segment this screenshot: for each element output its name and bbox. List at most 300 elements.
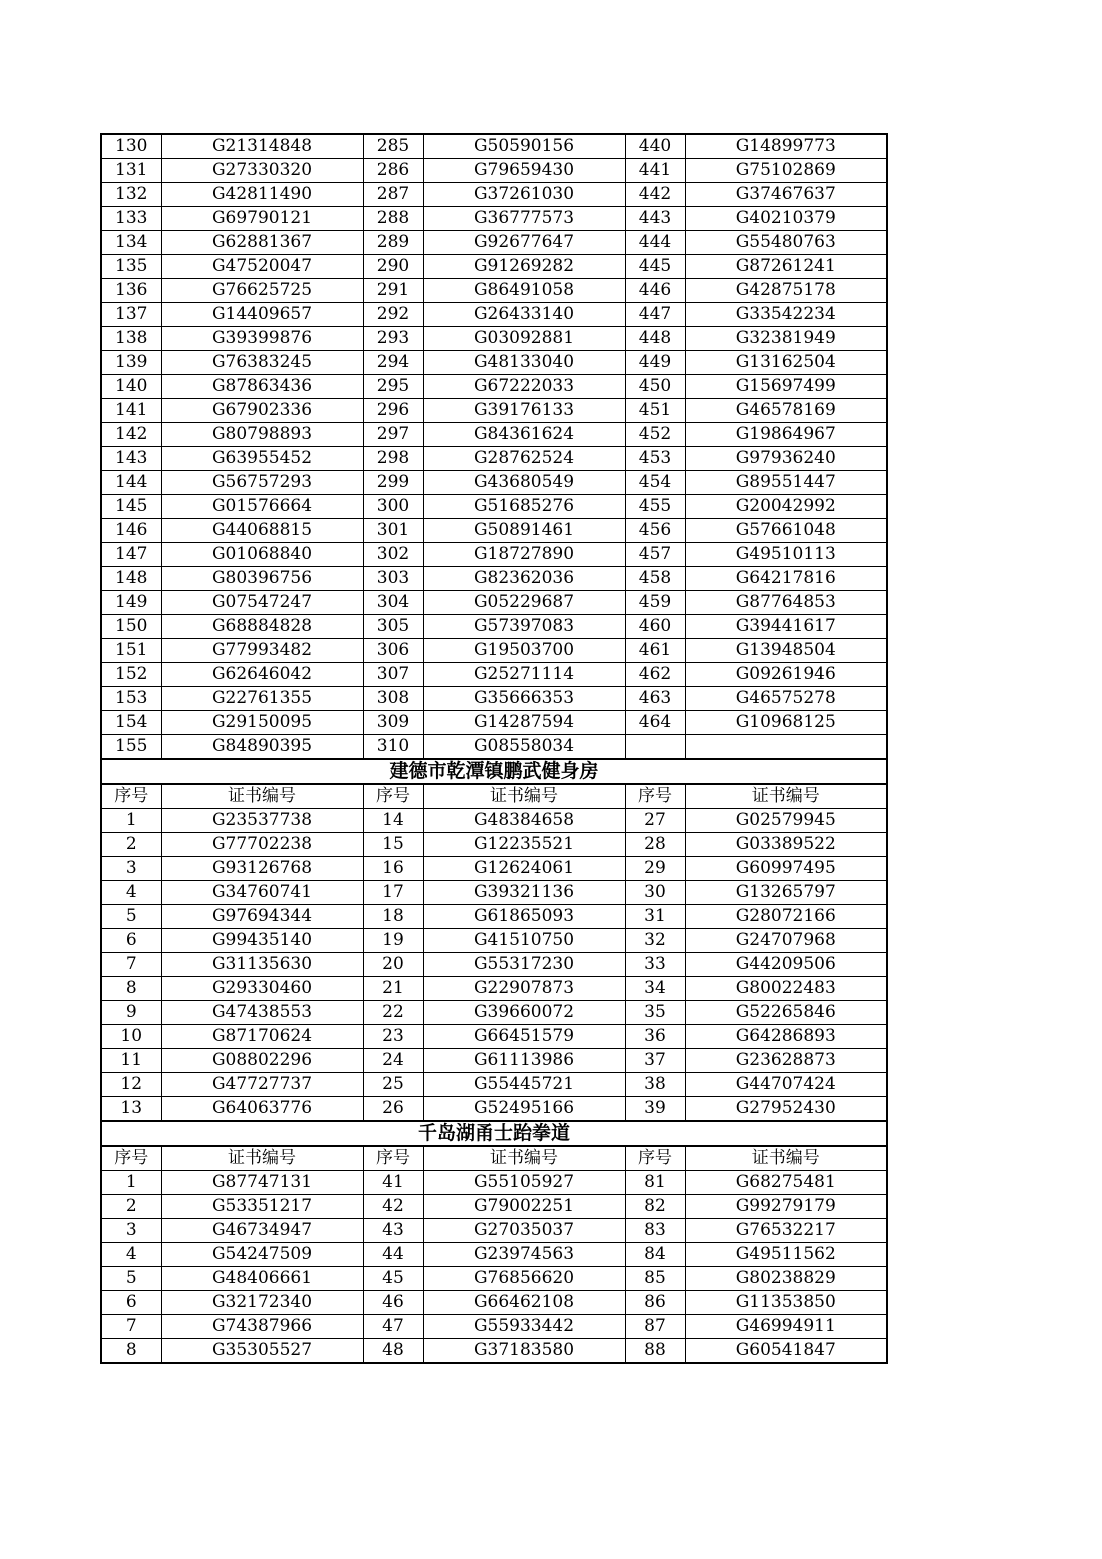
serial-number-cell: 143 [101, 447, 161, 471]
table-row [101, 495, 887, 519]
serial-number-cell: 132 [101, 183, 161, 207]
serial-number-cell: 461 [625, 639, 685, 663]
serial-number-cell: 295 [363, 375, 423, 399]
certificate-number-cell: G29330460 [161, 977, 363, 1001]
serial-number-cell: 445 [625, 255, 685, 279]
serial-number-cell: 144 [101, 471, 161, 495]
certificate-number-cell: G87863436 [161, 375, 363, 399]
serial-number-cell: 序号 [625, 784, 685, 809]
serial-number-cell: 43 [363, 1219, 423, 1243]
certificate-number-cell: G39399876 [161, 327, 363, 351]
certificate-number-cell: 证书编号 [685, 1146, 887, 1171]
table-row [101, 639, 887, 663]
section-title: 建德市乾潭镇鹏武健身房 [101, 759, 887, 784]
serial-number-cell: 83 [625, 1219, 685, 1243]
serial-number-cell: 7 [101, 953, 161, 977]
table-row [101, 327, 887, 351]
table-row [101, 255, 887, 279]
serial-number-cell: 149 [101, 591, 161, 615]
serial-number-cell: 305 [363, 615, 423, 639]
certificate-number-cell: G29150095 [161, 711, 363, 735]
serial-number-cell: 17 [363, 881, 423, 905]
certificate-table [100, 133, 888, 1364]
certificate-number-cell: G87170624 [161, 1025, 363, 1049]
certificate-number-cell: G67222033 [423, 375, 625, 399]
serial-number-cell: 287 [363, 183, 423, 207]
serial-number-cell: 289 [363, 231, 423, 255]
serial-number-cell: 87 [625, 1315, 685, 1339]
table-row [101, 1001, 887, 1025]
serial-number-cell: 19 [363, 929, 423, 953]
serial-number-cell: 10 [101, 1025, 161, 1049]
certificate-number-cell: G32381949 [685, 327, 887, 351]
serial-number-cell: 302 [363, 543, 423, 567]
certificate-number-cell: G80022483 [685, 977, 887, 1001]
certificate-number-cell: G55105927 [423, 1171, 625, 1195]
certificate-number-cell: G36777573 [423, 207, 625, 231]
table-row [101, 303, 887, 327]
certificate-number-cell: G03389522 [685, 833, 887, 857]
certificate-number-cell: G48406661 [161, 1267, 363, 1291]
serial-number-cell: 303 [363, 567, 423, 591]
table-row [101, 833, 887, 857]
certificate-number-cell: 证书编号 [685, 784, 887, 809]
certificate-number-cell: G77993482 [161, 639, 363, 663]
certificate-number-cell: G64286893 [685, 1025, 887, 1049]
certificate-number-cell: G84890395 [161, 735, 363, 760]
certificate-number-cell: G42811490 [161, 183, 363, 207]
serial-number-cell: 304 [363, 591, 423, 615]
serial-number-cell: 4 [101, 1243, 161, 1267]
serial-number-cell: 141 [101, 399, 161, 423]
serial-number-cell: 294 [363, 351, 423, 375]
certificate-number-cell: G55933442 [423, 1315, 625, 1339]
serial-number-cell: 442 [625, 183, 685, 207]
serial-number-cell: 16 [363, 857, 423, 881]
certificate-number-cell: G64217816 [685, 567, 887, 591]
certificate-number-cell: G35666353 [423, 687, 625, 711]
serial-number-cell: 453 [625, 447, 685, 471]
certificate-number-cell: G62881367 [161, 231, 363, 255]
section-title: 千岛湖甬士跆拳道 [101, 1121, 887, 1146]
section-title-row [101, 759, 887, 784]
serial-number-cell: 35 [625, 1001, 685, 1025]
table-row [101, 1243, 887, 1267]
table-row [101, 375, 887, 399]
serial-number-cell: 140 [101, 375, 161, 399]
certificate-number-cell: G19503700 [423, 639, 625, 663]
table-row [101, 711, 887, 735]
table-row [101, 1171, 887, 1195]
table-row [101, 929, 887, 953]
table-row [101, 1097, 887, 1122]
serial-number-cell: 447 [625, 303, 685, 327]
serial-number-cell: 292 [363, 303, 423, 327]
serial-number-cell: 462 [625, 663, 685, 687]
serial-number-cell: 5 [101, 905, 161, 929]
certificate-number-cell: G37467637 [685, 183, 887, 207]
certificate-number-cell: G01576664 [161, 495, 363, 519]
certificate-number-cell: G80396756 [161, 567, 363, 591]
serial-number-cell: 151 [101, 639, 161, 663]
certificate-number-cell: 证书编号 [423, 784, 625, 809]
serial-number-cell: 25 [363, 1073, 423, 1097]
table-row [101, 423, 887, 447]
certificate-number-cell: G63955452 [161, 447, 363, 471]
table-row [101, 953, 887, 977]
certificate-number-cell: G87261241 [685, 255, 887, 279]
certificate-number-cell: G37261030 [423, 183, 625, 207]
serial-number-cell: 序号 [625, 1146, 685, 1171]
serial-number-cell: 3 [101, 857, 161, 881]
certificate-number-cell: G28762524 [423, 447, 625, 471]
certificate-table-body [101, 134, 887, 1363]
certificate-number-cell: G40210379 [685, 207, 887, 231]
serial-number-cell: 309 [363, 711, 423, 735]
certificate-number-cell: G34760741 [161, 881, 363, 905]
serial-number-cell: 22 [363, 1001, 423, 1025]
certificate-number-cell: G24707968 [685, 929, 887, 953]
certificate-number-cell: G46578169 [685, 399, 887, 423]
table-row [101, 591, 887, 615]
serial-number-cell: 1 [101, 809, 161, 833]
certificate-number-cell: G64063776 [161, 1097, 363, 1122]
serial-number-cell: 285 [363, 134, 423, 159]
serial-number-cell: 444 [625, 231, 685, 255]
certificate-number-cell: G27330320 [161, 159, 363, 183]
serial-number-cell: 2 [101, 1195, 161, 1219]
certificate-number-cell: G32172340 [161, 1291, 363, 1315]
serial-number-cell: 299 [363, 471, 423, 495]
table-row [101, 615, 887, 639]
serial-number-cell: 14 [363, 809, 423, 833]
certificate-number-cell: G92677647 [423, 231, 625, 255]
serial-number-cell: 152 [101, 663, 161, 687]
table-row [101, 351, 887, 375]
certificate-number-cell: G42875178 [685, 279, 887, 303]
certificate-number-cell: G14287594 [423, 711, 625, 735]
serial-number-cell: 288 [363, 207, 423, 231]
serial-number-cell: 148 [101, 567, 161, 591]
certificate-number-cell: G35305527 [161, 1339, 363, 1364]
serial-number-cell: 46 [363, 1291, 423, 1315]
serial-number-cell: 26 [363, 1097, 423, 1122]
certificate-number-cell: G08558034 [423, 735, 625, 760]
certificate-number-cell: G54247509 [161, 1243, 363, 1267]
certificate-number-cell: G75102869 [685, 159, 887, 183]
certificate-number-cell: G97936240 [685, 447, 887, 471]
serial-number-cell: 155 [101, 735, 161, 760]
certificate-number-cell: G57397083 [423, 615, 625, 639]
certificate-number-cell: G15697499 [685, 375, 887, 399]
table-row [101, 687, 887, 711]
certificate-number-cell: G51685276 [423, 495, 625, 519]
table-row [101, 399, 887, 423]
serial-number-cell: 463 [625, 687, 685, 711]
certificate-number-cell: G99279179 [685, 1195, 887, 1219]
certificate-number-cell: G86491058 [423, 279, 625, 303]
certificate-number-cell: G80238829 [685, 1267, 887, 1291]
table-row [101, 1315, 887, 1339]
certificate-number-cell: G60541847 [685, 1339, 887, 1364]
certificate-number-cell: G20042992 [685, 495, 887, 519]
serial-number-cell: 460 [625, 615, 685, 639]
certificate-number-cell: G25271114 [423, 663, 625, 687]
certificate-number-cell: G77702238 [161, 833, 363, 857]
table-row [101, 471, 887, 495]
serial-number-cell: 446 [625, 279, 685, 303]
serial-number-cell: 147 [101, 543, 161, 567]
certificate-number-cell: G31135630 [161, 953, 363, 977]
serial-number-cell: 448 [625, 327, 685, 351]
certificate-number-cell: G39321136 [423, 881, 625, 905]
certificate-number-cell: G44707424 [685, 1073, 887, 1097]
table-row [101, 447, 887, 471]
table-row [101, 519, 887, 543]
serial-number-cell: 5 [101, 1267, 161, 1291]
certificate-number-cell: G46734947 [161, 1219, 363, 1243]
serial-number-cell: 11 [101, 1049, 161, 1073]
certificate-number-cell: G79659430 [423, 159, 625, 183]
table-row [101, 663, 887, 687]
certificate-number-cell: G76856620 [423, 1267, 625, 1291]
serial-number-cell: 序号 [363, 1146, 423, 1171]
certificate-number-cell: G61865093 [423, 905, 625, 929]
certificate-number-cell: G26433140 [423, 303, 625, 327]
table-row [101, 1195, 887, 1219]
table-row [101, 134, 887, 159]
serial-number-cell: 441 [625, 159, 685, 183]
serial-number-cell: 464 [625, 711, 685, 735]
certificate-number-cell: G27952430 [685, 1097, 887, 1122]
certificate-number-cell: G37183580 [423, 1339, 625, 1364]
serial-number-cell: 290 [363, 255, 423, 279]
table-row [101, 183, 887, 207]
certificate-number-cell: G23537738 [161, 809, 363, 833]
serial-number-cell: 23 [363, 1025, 423, 1049]
serial-number-cell: 85 [625, 1267, 685, 1291]
serial-number-cell: 13 [101, 1097, 161, 1122]
certificate-number-cell: G12235521 [423, 833, 625, 857]
serial-number-cell: 27 [625, 809, 685, 833]
serial-number-cell: 9 [101, 1001, 161, 1025]
table-header-row [101, 1146, 887, 1171]
certificate-number-cell: G82362036 [423, 567, 625, 591]
certificate-number-cell: G66462108 [423, 1291, 625, 1315]
certificate-number-cell: G47727737 [161, 1073, 363, 1097]
serial-number-cell: 45 [363, 1267, 423, 1291]
certificate-number-cell: G97694344 [161, 905, 363, 929]
table-row [101, 231, 887, 255]
certificate-number-cell: G52265846 [685, 1001, 887, 1025]
certificate-number-cell: G09261946 [685, 663, 887, 687]
serial-number-cell: 146 [101, 519, 161, 543]
serial-number-cell: 86 [625, 1291, 685, 1315]
certificate-number-cell: G39441617 [685, 615, 887, 639]
serial-number-cell: 21 [363, 977, 423, 1001]
serial-number-cell: 18 [363, 905, 423, 929]
serial-number-cell: 41 [363, 1171, 423, 1195]
certificate-number-cell: G41510750 [423, 929, 625, 953]
certificate-number-cell: G79002251 [423, 1195, 625, 1219]
certificate-number-cell: G14899773 [685, 134, 887, 159]
certificate-number-cell: G28072166 [685, 905, 887, 929]
certificate-number-cell: G49510113 [685, 543, 887, 567]
certificate-number-cell: G14409657 [161, 303, 363, 327]
table-row [101, 1049, 887, 1073]
certificate-number-cell [685, 735, 887, 760]
certificate-number-cell: G60997495 [685, 857, 887, 881]
serial-number-cell: 48 [363, 1339, 423, 1364]
certificate-number-cell: G89551447 [685, 471, 887, 495]
serial-number-cell: 139 [101, 351, 161, 375]
certificate-number-cell: G18727890 [423, 543, 625, 567]
certificate-number-cell: G91269282 [423, 255, 625, 279]
certificate-number-cell: G47438553 [161, 1001, 363, 1025]
certificate-number-cell: G13948504 [685, 639, 887, 663]
serial-number-cell: 145 [101, 495, 161, 519]
certificate-number-cell: G55317230 [423, 953, 625, 977]
certificate-number-cell: G87747131 [161, 1171, 363, 1195]
table-row [101, 207, 887, 231]
certificate-number-cell: G68275481 [685, 1171, 887, 1195]
certificate-number-cell: G52495166 [423, 1097, 625, 1122]
certificate-number-cell: G46994911 [685, 1315, 887, 1339]
serial-number-cell: 6 [101, 1291, 161, 1315]
section-title-row [101, 1121, 887, 1146]
certificate-number-cell: G76532217 [685, 1219, 887, 1243]
serial-number-cell: 136 [101, 279, 161, 303]
serial-number-cell: 286 [363, 159, 423, 183]
serial-number-cell: 454 [625, 471, 685, 495]
serial-number-cell: 310 [363, 735, 423, 760]
certificate-number-cell: G99435140 [161, 929, 363, 953]
certificate-number-cell: G69790121 [161, 207, 363, 231]
certificate-number-cell: G67902336 [161, 399, 363, 423]
serial-number-cell: 15 [363, 833, 423, 857]
certificate-number-cell: G80798893 [161, 423, 363, 447]
table-row [101, 905, 887, 929]
table-header-row [101, 784, 887, 809]
serial-number-cell: 38 [625, 1073, 685, 1097]
serial-number-cell: 451 [625, 399, 685, 423]
serial-number-cell: 33 [625, 953, 685, 977]
certificate-number-cell: G46575278 [685, 687, 887, 711]
serial-number-cell: 82 [625, 1195, 685, 1219]
serial-number-cell: 440 [625, 134, 685, 159]
certificate-number-cell: G21314848 [161, 134, 363, 159]
serial-number-cell: 452 [625, 423, 685, 447]
certificate-number-cell: G48384658 [423, 809, 625, 833]
serial-number-cell: 142 [101, 423, 161, 447]
certificate-number-cell: G43680549 [423, 471, 625, 495]
certificate-number-cell: G02579945 [685, 809, 887, 833]
table-row [101, 1025, 887, 1049]
certificate-number-cell: G76383245 [161, 351, 363, 375]
serial-number-cell: 34 [625, 977, 685, 1001]
table-row [101, 543, 887, 567]
certificate-number-cell: G87764853 [685, 591, 887, 615]
table-row [101, 1339, 887, 1364]
certificate-number-cell: G33542234 [685, 303, 887, 327]
serial-number-cell: 301 [363, 519, 423, 543]
certificate-number-cell: G61113986 [423, 1049, 625, 1073]
serial-number-cell: 6 [101, 929, 161, 953]
serial-number-cell: 297 [363, 423, 423, 447]
serial-number-cell: 459 [625, 591, 685, 615]
table-row [101, 1291, 887, 1315]
serial-number-cell: 39 [625, 1097, 685, 1122]
certificate-number-cell: G39660072 [423, 1001, 625, 1025]
serial-number-cell: 4 [101, 881, 161, 905]
serial-number-cell: 137 [101, 303, 161, 327]
serial-number-cell: 序号 [101, 1146, 161, 1171]
serial-number-cell: 29 [625, 857, 685, 881]
serial-number-cell: 133 [101, 207, 161, 231]
certificate-number-cell: G48133040 [423, 351, 625, 375]
serial-number-cell: 31 [625, 905, 685, 929]
certificate-number-cell: G22907873 [423, 977, 625, 1001]
serial-number-cell: 458 [625, 567, 685, 591]
serial-number-cell: 2 [101, 833, 161, 857]
table-row [101, 1073, 887, 1097]
table-row [101, 1219, 887, 1243]
serial-number-cell: 153 [101, 687, 161, 711]
certificate-number-cell: G10968125 [685, 711, 887, 735]
serial-number-cell: 300 [363, 495, 423, 519]
certificate-number-cell: G93126768 [161, 857, 363, 881]
serial-number-cell: 7 [101, 1315, 161, 1339]
serial-number-cell: 443 [625, 207, 685, 231]
serial-number-cell: 131 [101, 159, 161, 183]
serial-number-cell: 455 [625, 495, 685, 519]
certificate-number-cell: G55445721 [423, 1073, 625, 1097]
serial-number-cell: 457 [625, 543, 685, 567]
table-row [101, 567, 887, 591]
certificate-number-cell: G50891461 [423, 519, 625, 543]
certificate-number-cell: 证书编号 [161, 784, 363, 809]
serial-number-cell: 序号 [101, 784, 161, 809]
certificate-number-cell: G76625725 [161, 279, 363, 303]
certificate-number-cell: G23628873 [685, 1049, 887, 1073]
serial-number-cell: 47 [363, 1315, 423, 1339]
serial-number-cell: 135 [101, 255, 161, 279]
table-row [101, 809, 887, 833]
certificate-number-cell: G49511562 [685, 1243, 887, 1267]
serial-number-cell: 81 [625, 1171, 685, 1195]
serial-number-cell: 序号 [363, 784, 423, 809]
certificate-number-cell: G55480763 [685, 231, 887, 255]
certificate-number-cell: G12624061 [423, 857, 625, 881]
certificate-number-cell: G01068840 [161, 543, 363, 567]
certificate-number-cell: G53351217 [161, 1195, 363, 1219]
serial-number-cell: 32 [625, 929, 685, 953]
serial-number-cell: 1 [101, 1171, 161, 1195]
serial-number-cell: 306 [363, 639, 423, 663]
certificate-number-cell: G47520047 [161, 255, 363, 279]
serial-number-cell: 20 [363, 953, 423, 977]
serial-number-cell: 42 [363, 1195, 423, 1219]
serial-number-cell: 138 [101, 327, 161, 351]
certificate-number-cell: G50590156 [423, 134, 625, 159]
certificate-number-cell: G03092881 [423, 327, 625, 351]
certificate-number-cell: G08802296 [161, 1049, 363, 1073]
serial-number-cell [625, 735, 685, 760]
table-row [101, 279, 887, 303]
serial-number-cell: 8 [101, 1339, 161, 1364]
serial-number-cell: 154 [101, 711, 161, 735]
serial-number-cell: 8 [101, 977, 161, 1001]
